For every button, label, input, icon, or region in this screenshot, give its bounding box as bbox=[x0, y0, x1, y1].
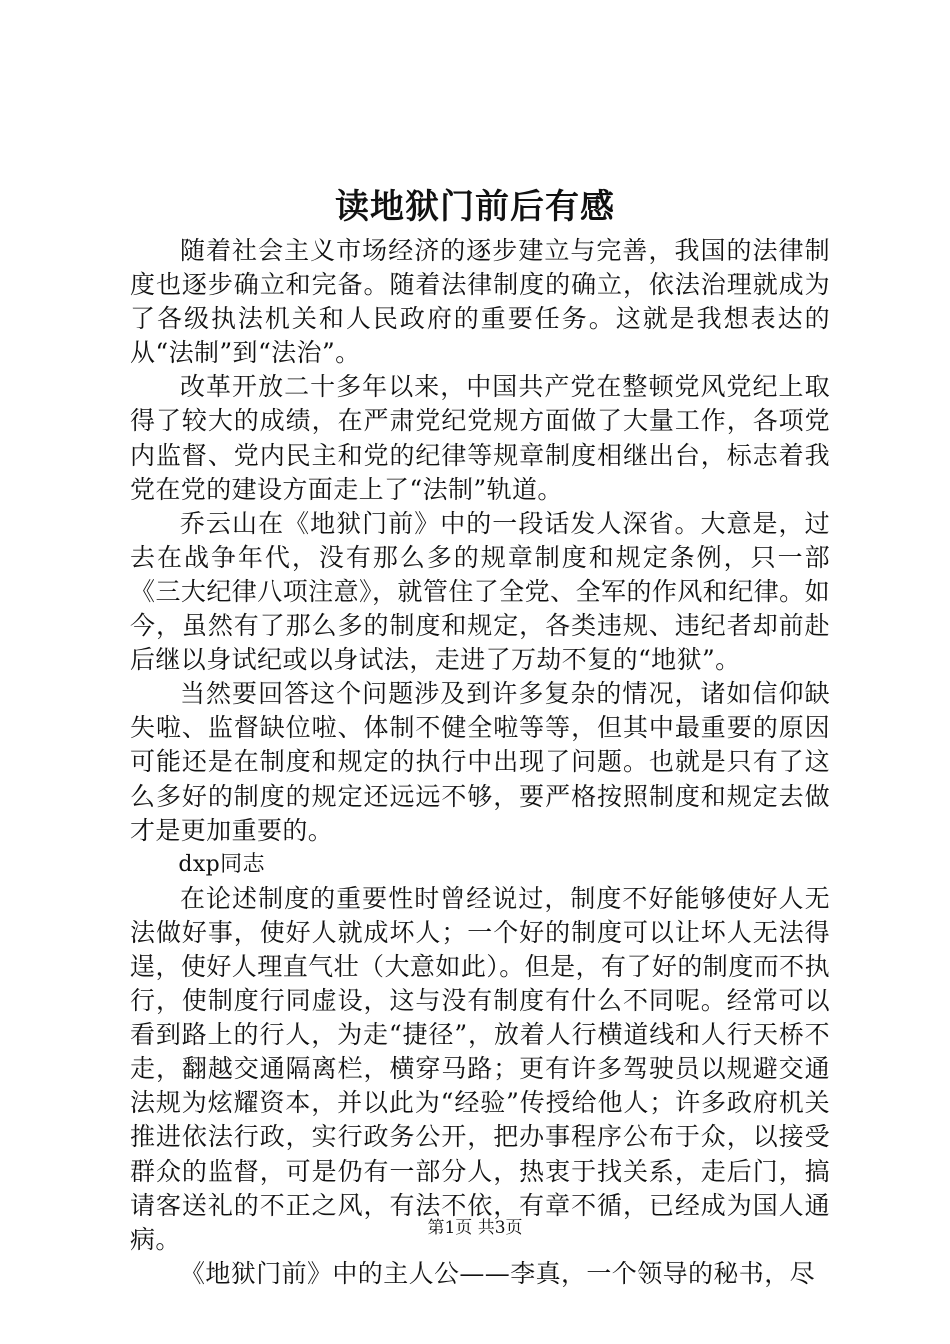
paragraph-6: 在论述制度的重要性时曾经说过，制度不好能够使好人无法做好事，使好人就成坏人；一个好的制度可以让坏人无法得逞，使好人理直气壮（大意如此）。但是，有了好的制度而不执行，使制度行同虚设，这与没有制度有什么不同呢。经常可以看到路上的行人，为走“捷径”，放着人行横道线和人行天桥不走，翻越交通隔离栏，横穿马路；更有许多驾驶员以规避交通法规为炫耀资本，并以此为“经验”传授给他人；许多政府机关推进依法行政，实行政务公开，把办事程序公布于众，以接受群众的监督，可是仍有一部分人，热衷于找关系，走后门，搞请客送礼的不正之风，有法不依，有章不循，已经成为国人通病。 bbox=[130, 883, 830, 1254]
paragraph-2: 改革开放二十多年以来，中国共产党在整顿党风党纪上取得了较大的成绩，在严肃党纪党规方面做了大量工作，各项党内监督、党内民主和党的纪律等规章制度相继出台，标志着我党在党的建设方面走上了“法制”轨道。 bbox=[130, 372, 830, 504]
paragraph-3: 乔云山在《地狱门前》中的一段话发人深省。大意是，过去在战争年代，没有那么多的规章制度和规定条例，只一部《三大纪律八项注意》，就管住了全党、全军的作风和纪律。如今，虽然有了那么多的制度和规定，各类违规、违纪者却前赴后继以身试纪或以身试法，走进了万劫不复的“地狱”。 bbox=[130, 508, 830, 675]
document-title: 读地狱门前后有感 bbox=[335, 187, 615, 227]
document-body bbox=[130, 234, 830, 1291]
paragraph-1: 随着社会主义市场经济的逐步建立与完善，我国的法律制度也逐步确立和完备。随着法律制度的确立，依法治理就成为了各级执法机关和人民政府的重要任务。这就是我想表达的从“法制”到“法治”。 bbox=[130, 236, 830, 368]
paragraph-5: dxp同志 bbox=[178, 851, 265, 877]
paragraph-7: 《地狱门前》中的主人公——李真，一个领导的秘书，尽 bbox=[180, 1258, 816, 1288]
page-footer: 第1页 共3页 bbox=[427, 1218, 523, 1238]
paragraph-4: 当然要回答这个问题涉及到许多复杂的情况，诸如信仰缺失啦、监督缺位啦、体制不健全啦等等，但其中最重要的原因可能还是在制度和规定的执行中出现了问题。也就是只有了这么多好的制度的规定还远远不够，要严格按照制度和规定去做才是更加重要的。 bbox=[130, 679, 830, 845]
